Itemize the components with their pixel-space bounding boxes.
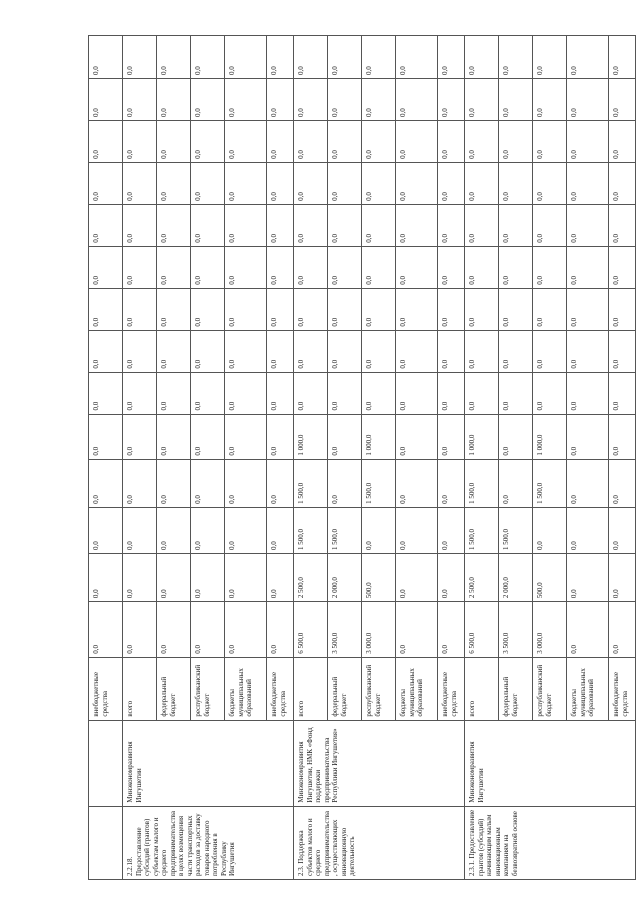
amount-cell: 0,0 [123,414,157,459]
amount-cell: 0,0 [225,246,267,288]
amount-cell: 0,0 [157,162,191,204]
amount-cell: 0,0 [328,288,362,330]
amount-cell: 0,0 [533,204,567,246]
amount-cell: 0,0 [438,372,465,414]
amount-cell: 3 000,0 [533,602,567,658]
funding-source-cell: внебюджетные средства [267,657,294,720]
funding-table [88,35,636,880]
funding-source-cell: всего [294,657,328,720]
amount-cell: 0,0 [191,553,225,601]
amount-cell: 1 500,0 [362,459,396,507]
table-row [465,36,499,880]
amount-cell: 0,0 [89,372,123,414]
amount-cell: 0,0 [396,162,438,204]
amount-cell: 0,0 [465,79,499,121]
amount-cell: 0,0 [123,246,157,288]
amount-cell: 0,0 [89,120,123,162]
amount-cell: 0,0 [191,330,225,372]
amount-cell: 1 500,0 [465,507,499,553]
amount-cell: 0,0 [396,507,438,553]
measure-name-cell: 2.3.1. Предоставление грантов (субсидий) начинающим малым инновационным компаниям на безвозвратной основе [465,806,636,879]
amount-cell: 0,0 [438,162,465,204]
amount-cell: 0,0 [157,553,191,601]
amount-cell: 0,0 [362,507,396,553]
amount-cell: 0,0 [438,79,465,121]
amount-cell: 0,0 [225,204,267,246]
amount-cell: 0,0 [396,553,438,601]
amount-cell: 0,0 [533,120,567,162]
amount-cell: 0,0 [191,288,225,330]
amount-cell: 0,0 [362,288,396,330]
amount-cell: 0,0 [267,246,294,288]
amount-cell: 0,0 [123,79,157,121]
amount-cell: 0,0 [157,246,191,288]
table-row [89,36,123,880]
amount-cell: 0,0 [533,507,567,553]
amount-cell: 0,0 [225,36,267,79]
amount-cell: 0,0 [328,79,362,121]
funding-source-cell: всего [123,657,157,720]
amount-cell: 0,0 [123,162,157,204]
amount-cell: 0,0 [609,459,636,507]
amount-cell: 0,0 [609,553,636,601]
executor-cell: Минэкономразвития Ингушетии [465,720,636,806]
amount-cell: 0,0 [609,507,636,553]
amount-cell: 0,0 [89,507,123,553]
amount-cell: 0,0 [123,553,157,601]
amount-cell: 0,0 [328,414,362,459]
amount-cell: 0,0 [328,246,362,288]
amount-cell: 0,0 [267,120,294,162]
funding-source-cell: внебюджетные средства [438,657,465,720]
measure-name-cell: 2.3. Поддержка субъектов малого и среднего предпринимательства, осуществляющих инновационную деятельность [294,806,465,879]
amount-cell: 0,0 [499,330,533,372]
amount-cell: 0,0 [609,372,636,414]
amount-cell: 0,0 [294,162,328,204]
amount-cell: 500,0 [362,553,396,601]
amount-cell: 0,0 [191,36,225,79]
amount-cell: 0,0 [609,330,636,372]
amount-cell: 1 500,0 [294,459,328,507]
amount-cell: 0,0 [567,79,609,121]
amount-cell: 1 500,0 [465,459,499,507]
amount-cell: 0,0 [225,459,267,507]
amount-cell: 0,0 [609,120,636,162]
amount-cell: 2 000,0 [328,553,362,601]
amount-cell: 0,0 [191,602,225,658]
amount-cell: 0,0 [567,288,609,330]
amount-cell: 0,0 [267,602,294,658]
amount-cell: 0,0 [438,246,465,288]
amount-cell: 0,0 [225,79,267,121]
amount-cell: 0,0 [533,79,567,121]
amount-cell: 0,0 [328,36,362,79]
amount-cell: 0,0 [362,246,396,288]
funding-source-cell: республиканский бюджет [362,657,396,720]
amount-cell: 0,0 [328,459,362,507]
amount-cell: 0,0 [499,36,533,79]
amount-cell: 0,0 [609,204,636,246]
amount-cell: 0,0 [609,36,636,79]
amount-cell: 0,0 [438,36,465,79]
amount-cell: 0,0 [191,120,225,162]
amount-cell: 0,0 [499,414,533,459]
amount-cell: 0,0 [533,36,567,79]
amount-cell: 0,0 [89,246,123,288]
amount-cell: 500,0 [533,553,567,601]
amount-cell: 0,0 [567,162,609,204]
amount-cell: 0,0 [362,36,396,79]
amount-cell: 0,0 [567,330,609,372]
amount-cell: 0,0 [294,372,328,414]
amount-cell: 0,0 [225,120,267,162]
amount-cell: 0,0 [396,330,438,372]
amount-cell: 0,0 [438,414,465,459]
amount-cell: 0,0 [438,330,465,372]
amount-cell: 0,0 [396,120,438,162]
amount-cell: 0,0 [267,330,294,372]
amount-cell: 0,0 [533,162,567,204]
amount-cell: 1 000,0 [465,414,499,459]
amount-cell: 0,0 [191,414,225,459]
amount-cell: 0,0 [533,330,567,372]
amount-cell: 0,0 [328,330,362,372]
amount-cell: 0,0 [362,330,396,372]
amount-cell: 0,0 [533,246,567,288]
funding-source-cell: федеральный бюджет [328,657,362,720]
amount-cell: 1 500,0 [328,507,362,553]
amount-cell: 0,0 [396,246,438,288]
funding-source-cell: бюджеты муниципальных образований [567,657,609,720]
amount-cell: 0,0 [123,288,157,330]
amount-cell: 0,0 [465,120,499,162]
amount-cell: 0,0 [609,79,636,121]
funding-source-cell: федеральный бюджет [157,657,191,720]
amount-cell: 0,0 [438,507,465,553]
amount-cell: 0,0 [157,204,191,246]
amount-cell: 0,0 [89,414,123,459]
amount-cell: 0,0 [157,372,191,414]
amount-cell: 0,0 [362,79,396,121]
amount-cell: 0,0 [267,288,294,330]
amount-cell: 1 500,0 [499,507,533,553]
amount-cell: 2 500,0 [465,553,499,601]
amount-cell: 0,0 [225,602,267,658]
amount-cell: 0,0 [499,204,533,246]
funding-source-cell: республиканский бюджет [533,657,567,720]
amount-cell: 3 500,0 [499,602,533,658]
amount-cell: 0,0 [567,120,609,162]
amount-cell: 0,0 [191,246,225,288]
amount-cell: 0,0 [567,372,609,414]
amount-cell: 0,0 [438,120,465,162]
amount-cell: 0,0 [157,507,191,553]
amount-cell: 0,0 [396,372,438,414]
amount-cell: 0,0 [225,288,267,330]
executor-cell: Минэкономразвития Ингушетии, НМК «Фонд поддержки предпринимательства Республики Ингушетия» [294,720,465,806]
amount-cell: 0,0 [267,36,294,79]
amount-cell: 0,0 [499,246,533,288]
amount-cell: 0,0 [609,246,636,288]
amount-cell: 0,0 [191,162,225,204]
amount-cell: 0,0 [157,120,191,162]
amount-cell: 0,0 [465,36,499,79]
amount-cell: 0,0 [157,288,191,330]
amount-cell: 0,0 [499,288,533,330]
amount-cell: 6 500,0 [294,602,328,658]
amount-cell: 0,0 [438,602,465,658]
amount-cell: 0,0 [191,204,225,246]
amount-cell: 0,0 [396,288,438,330]
amount-cell: 0,0 [533,372,567,414]
amount-cell: 0,0 [225,330,267,372]
amount-cell: 0,0 [123,330,157,372]
amount-cell: 0,0 [609,162,636,204]
amount-cell: 0,0 [438,459,465,507]
amount-cell: 1 500,0 [294,507,328,553]
amount-cell: 0,0 [396,79,438,121]
funding-source-cell: бюджеты муниципальных образований [225,657,267,720]
amount-cell: 0,0 [225,553,267,601]
measure-name-cell: 2.2.18. Предоставление субсидий (грантов) субъектам малого и среднего предпринимательства в целях возмещения части транспортных расходов за доставку товаров народного потребления в Республику Ингушетия [123,806,294,879]
amount-cell: 0,0 [328,372,362,414]
amount-cell: 0,0 [89,79,123,121]
amount-cell: 0,0 [294,120,328,162]
amount-cell: 2 000,0 [499,553,533,601]
amount-cell: 0,0 [157,330,191,372]
amount-cell: 0,0 [191,507,225,553]
amount-cell: 0,0 [89,288,123,330]
amount-cell: 0,0 [267,79,294,121]
amount-cell: 0,0 [89,553,123,601]
amount-cell: 0,0 [89,162,123,204]
amount-cell: 0,0 [396,459,438,507]
amount-cell: 0,0 [157,414,191,459]
amount-cell: 0,0 [123,507,157,553]
amount-cell: 0,0 [328,120,362,162]
amount-cell: 0,0 [294,79,328,121]
amount-cell: 0,0 [157,602,191,658]
amount-cell: 0,0 [567,414,609,459]
amount-cell: 0,0 [567,553,609,601]
amount-cell: 0,0 [499,459,533,507]
amount-cell: 0,0 [267,507,294,553]
amount-cell: 0,0 [294,246,328,288]
amount-cell: 0,0 [609,288,636,330]
amount-cell: 0,0 [89,602,123,658]
funding-source-cell: республиканский бюджет [191,657,225,720]
amount-cell: 0,0 [328,204,362,246]
amount-cell: 0,0 [157,459,191,507]
amount-cell: 0,0 [438,553,465,601]
amount-cell: 0,0 [567,204,609,246]
amount-cell: 0,0 [225,372,267,414]
amount-cell: 3 500,0 [328,602,362,658]
amount-cell: 0,0 [567,36,609,79]
amount-cell: 0,0 [465,372,499,414]
amount-cell: 0,0 [123,204,157,246]
amount-cell: 0,0 [267,204,294,246]
amount-cell: 0,0 [465,288,499,330]
amount-cell: 0,0 [225,162,267,204]
amount-cell: 0,0 [157,79,191,121]
table-row [123,36,157,880]
funding-source-cell: всего [465,657,499,720]
amount-cell: 0,0 [89,204,123,246]
amount-cell: 0,0 [294,288,328,330]
amount-cell: 0,0 [396,602,438,658]
amount-cell: 0,0 [533,288,567,330]
amount-cell: 0,0 [609,414,636,459]
amount-cell: 0,0 [465,204,499,246]
amount-cell: 0,0 [89,36,123,79]
amount-cell: 0,0 [362,204,396,246]
amount-cell: 0,0 [267,459,294,507]
amount-cell: 0,0 [123,602,157,658]
amount-cell: 0,0 [396,414,438,459]
amount-cell: 0,0 [89,459,123,507]
amount-cell: 0,0 [191,79,225,121]
executor-cell [89,720,123,806]
amount-cell: 0,0 [191,372,225,414]
funding-source-cell: внебюджетные средства [89,657,123,720]
amount-cell: 0,0 [499,162,533,204]
amount-cell: 0,0 [396,204,438,246]
amount-cell: 0,0 [225,507,267,553]
amount-cell: 0,0 [157,36,191,79]
amount-cell: 0,0 [294,204,328,246]
amount-cell: 0,0 [567,246,609,288]
amount-cell: 0,0 [465,246,499,288]
amount-cell: 0,0 [499,120,533,162]
amount-cell: 0,0 [267,372,294,414]
amount-cell: 0,0 [89,330,123,372]
amount-cell: 0,0 [123,372,157,414]
amount-cell: 0,0 [438,204,465,246]
amount-cell: 0,0 [123,120,157,162]
amount-cell: 1 000,0 [533,414,567,459]
amount-cell: 0,0 [328,162,362,204]
amount-cell: 0,0 [191,459,225,507]
amount-cell: 0,0 [567,459,609,507]
funding-source-cell: бюджеты муниципальных образований [396,657,438,720]
amount-cell: 0,0 [609,602,636,658]
amount-cell: 0,0 [499,372,533,414]
amount-cell: 0,0 [362,162,396,204]
amount-cell: 0,0 [438,288,465,330]
table-row [294,36,328,880]
rotated-page [88,35,629,880]
amount-cell: 0,0 [465,330,499,372]
amount-cell: 0,0 [362,372,396,414]
amount-cell: 0,0 [294,330,328,372]
executor-cell: Минэкономразвития Ингушетии [123,720,294,806]
amount-cell: 0,0 [465,162,499,204]
amount-cell: 0,0 [567,507,609,553]
amount-cell: 0,0 [225,414,267,459]
amount-cell: 0,0 [294,36,328,79]
amount-cell: 1 000,0 [294,414,328,459]
funding-source-cell: федеральный бюджет [499,657,533,720]
amount-cell: 0,0 [396,36,438,79]
amount-cell: 0,0 [499,79,533,121]
measure-name-cell [89,806,123,879]
amount-cell: 1 000,0 [362,414,396,459]
amount-cell: 0,0 [267,553,294,601]
funding-source-cell: внебюджетные средства [609,657,636,720]
amount-cell: 3 000,0 [362,602,396,658]
amount-cell: 0,0 [362,120,396,162]
amount-cell: 0,0 [267,414,294,459]
amount-cell: 0,0 [123,459,157,507]
amount-cell: 0,0 [567,602,609,658]
amount-cell: 0,0 [123,36,157,79]
amount-cell: 1 500,0 [533,459,567,507]
amount-cell: 6 500,0 [465,602,499,658]
amount-cell: 0,0 [267,162,294,204]
amount-cell: 2 500,0 [294,553,328,601]
